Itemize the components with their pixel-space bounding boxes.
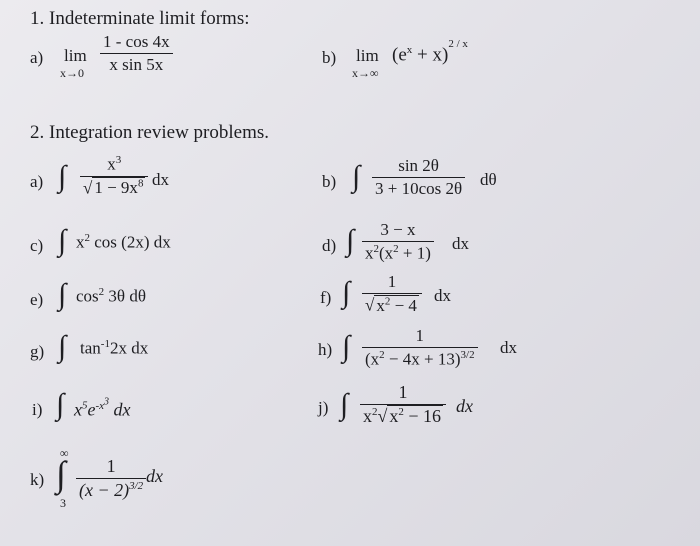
problem-1b-label: b) [322, 48, 337, 67]
numerator-base: x [107, 154, 116, 174]
expression-exponent: 2 [84, 232, 90, 244]
differential: dx [109, 399, 131, 420]
limit-1b-base: (e [392, 44, 407, 66]
integral-sign: ∫ [340, 388, 349, 421]
expression-base: x [74, 399, 82, 420]
integral-2f-fraction [362, 272, 422, 316]
integral-2k-differential: dx [146, 466, 163, 486]
radicand-exponent: 2 [398, 406, 404, 418]
radical-sign: √ [83, 178, 93, 198]
denominator-exponent: 2 [393, 243, 399, 255]
integral-2j-differential: dx [456, 396, 473, 416]
denominator-exponent: 2 [379, 349, 385, 361]
radicand-text: x [389, 406, 399, 426]
limit-1b-exp-x: x [406, 44, 413, 56]
integral-2d-fraction [362, 220, 434, 264]
section1-title: 1. Indeterminate limit forms: [30, 8, 250, 29]
denominator-exponent: 2 [373, 243, 379, 255]
integral-2e-expression [76, 286, 146, 307]
limit-1b-expression [392, 38, 468, 66]
limit-1a-numerator: 1 - cos 4x [103, 32, 170, 51]
problem-2e-label: e) [30, 290, 44, 309]
limit-1b-lim: lim [356, 46, 379, 65]
integral-2k-numerator: 1 [106, 456, 116, 476]
radicand-exponent: 2 [384, 295, 391, 307]
radical-sign: √ [377, 406, 388, 426]
problem-2f-label: f) [320, 288, 332, 307]
integral-sign: ∫ [342, 276, 351, 309]
integral-2g-expression [80, 338, 148, 359]
problem-2g-label: g) [30, 342, 45, 361]
integral-2b-fraction [372, 156, 465, 199]
radicand [374, 295, 419, 315]
radicand-text: − 16 [403, 406, 442, 426]
section2-title: 2. Integration review problems. [30, 122, 270, 143]
problem-2a-label: a) [30, 172, 44, 191]
expression-base: tan [80, 338, 101, 358]
denominator-part: − 4x + 13) [384, 349, 461, 369]
integral-2k-fraction [76, 456, 146, 501]
problem-2i-label: i) [32, 400, 43, 419]
limit-1b-plus: + x) [412, 44, 449, 66]
integral-2d-differential: dx [452, 234, 469, 253]
integral-sign: ∫ [58, 224, 67, 257]
expression-rest: 3θ dθ [104, 286, 146, 306]
denominator-part: + 1) [398, 243, 431, 263]
expression-exponent: 5 [82, 399, 88, 412]
integral-sign: ∫ [346, 224, 355, 257]
integral-2c-expression [76, 232, 171, 253]
integral-2f-differential: dx [434, 286, 451, 305]
limit-1a-lim: lim [64, 46, 87, 65]
exponent-power: 3 [104, 396, 110, 407]
integral-sign: ∫ [56, 454, 66, 494]
integral-sign: ∫ [342, 330, 351, 363]
integral-2j-numerator: 1 [398, 382, 408, 402]
denominator-power: 3/2 [460, 349, 475, 361]
exponent-text: -x [95, 399, 105, 412]
radicand-text: x [376, 295, 385, 315]
problem-2j-label: j) [318, 398, 329, 417]
integral-sign: ∫ [352, 160, 361, 193]
denominator-part: x [363, 406, 372, 426]
integral-2b-differential: dθ [480, 170, 497, 189]
integral-2b-denominator: 3 + 10cos 2θ [375, 179, 463, 198]
integral-2h-numerator: 1 [415, 326, 425, 345]
problem-2b-label: b) [322, 172, 337, 191]
numerator-exponent: 3 [115, 154, 122, 166]
integral-2d-numerator: 3 − x [380, 220, 416, 239]
integral-sign: ∫ [58, 330, 67, 363]
problem-1a-label: a) [30, 48, 44, 67]
integral-2k-upper-limit: ∞ [60, 446, 69, 460]
integral-2k-denominator [76, 479, 146, 501]
problem-2k-label: k) [30, 470, 45, 489]
limit-1a-approach: x→0 [60, 66, 84, 80]
integral-2f-denominator [362, 294, 422, 316]
expression-base: x [76, 232, 85, 252]
radicand [92, 177, 145, 197]
integral-2d-denominator [362, 242, 434, 264]
denominator-part: x [365, 243, 374, 263]
expression-rest: 2x dx [109, 338, 149, 358]
integral-2a-denominator [80, 177, 148, 199]
integral-2h-differential: dx [500, 338, 517, 357]
integral-2a-fraction [80, 154, 148, 198]
radicand-text: 1 − 9x [94, 178, 138, 198]
integral-sign: ∫ [56, 388, 65, 421]
integral-2b-numerator: sin 2θ [398, 156, 439, 175]
denominator-part: (x [365, 349, 380, 369]
integral-2a-differential: dx [152, 170, 169, 189]
denominator-power: 3/2 [129, 480, 144, 492]
integral-2i-expression [74, 396, 131, 421]
problem-2h-label: h) [318, 340, 333, 359]
expression-exponent: -1 [100, 338, 110, 350]
integral-2a-numerator [104, 154, 124, 176]
exponential-exponent [95, 396, 110, 412]
expression-base: cos [76, 286, 99, 306]
radicand [387, 405, 443, 426]
radicand-text: − 4 [390, 295, 417, 315]
integral-2j-denominator [360, 405, 446, 427]
integral-2f-numerator: 1 [387, 272, 397, 291]
integral-2h-fraction [362, 326, 478, 370]
integral-2j-fraction [360, 382, 446, 427]
denominator-part: (x [379, 243, 394, 263]
denominator-part: (x − 2) [79, 480, 130, 500]
limit-1a-fraction [100, 32, 173, 75]
radical-sign: √ [365, 295, 375, 315]
integral-2k-lower-limit: 3 [60, 496, 66, 510]
expression-rest: cos (2x) dx [90, 232, 171, 252]
limit-1b-approach: x→∞ [352, 66, 379, 80]
problem-2c-label: c) [30, 236, 44, 255]
expression-exponent: 2 [98, 286, 105, 298]
integral-sign: ∫ [58, 160, 67, 193]
limit-1a-denominator: x sin 5x [109, 55, 164, 74]
limit-1b-power: 2 / x [448, 38, 468, 50]
denominator-exponent: 2 [372, 406, 378, 418]
integral-sign: ∫ [58, 278, 67, 311]
exponential-base: e [87, 399, 96, 420]
problem-2d-label: d) [322, 236, 337, 255]
radicand-exponent: 8 [137, 177, 144, 190]
integral-2h-denominator [362, 348, 478, 370]
